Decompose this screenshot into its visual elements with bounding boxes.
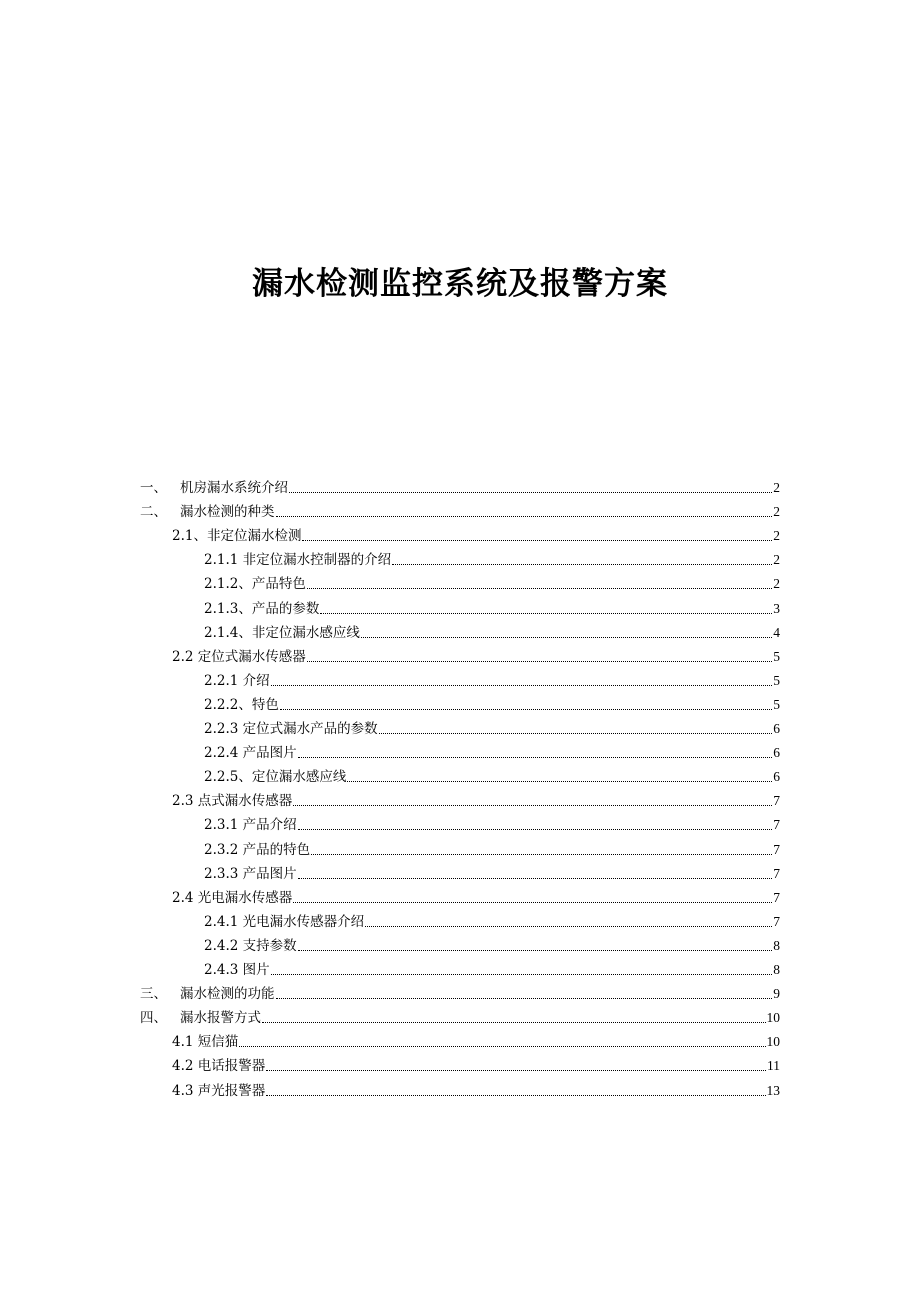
toc-page-number: 2 [773, 504, 780, 520]
toc-dot-leader [280, 708, 772, 710]
toc-dot-leader [307, 660, 772, 662]
toc-entry[interactable] [140, 476, 780, 500]
toc-entry[interactable] [172, 645, 780, 669]
toc-page-number: 7 [773, 913, 780, 929]
toc-page-number: 10 [766, 1034, 780, 1050]
toc-dot-leader [262, 1021, 766, 1023]
toc-entry-label: 漏水检测的种类 [180, 504, 275, 521]
toc-dot-leader [361, 636, 772, 638]
toc-entry-label: 4.3 声光报警器 [172, 1082, 266, 1099]
toc-dot-leader [271, 973, 773, 975]
toc-entry-label: 2.2 定位式漏水传感器 [172, 648, 306, 665]
toc-dot-leader [276, 997, 773, 999]
toc-dot-leader [293, 804, 772, 806]
toc-entry-label: 2.3.2 产品的特色 [204, 841, 311, 858]
toc-entry-label: 2.1、非定位漏水检测 [172, 528, 302, 545]
toc-page-number: 2 [773, 480, 780, 495]
toc-dot-leader [298, 877, 773, 879]
toc-page-number: 6 [773, 721, 780, 736]
toc-entry[interactable] [172, 524, 780, 548]
toc-page-number: 10 [766, 1010, 780, 1026]
toc-entry[interactable] [172, 1079, 780, 1103]
toc-entry[interactable] [204, 669, 780, 693]
toc-entry-label: 2.1.2、产品特色 [204, 576, 306, 593]
toc-entry[interactable] [204, 572, 780, 596]
toc-entry-label: 2.2.1 介绍 [204, 672, 270, 689]
toc-entry[interactable] [204, 597, 780, 621]
toc-entry[interactable] [204, 813, 780, 837]
toc-entry[interactable] [204, 958, 780, 982]
toc-entry-label: 2.1.1 非定位漏水控制器的介绍 [204, 552, 392, 569]
toc-dot-leader [293, 901, 772, 903]
toc-page-number: 5 [773, 696, 780, 712]
toc-entry[interactable] [204, 741, 780, 765]
toc-dot-leader [302, 539, 772, 541]
toc-entry-label: 4.1 短信猫 [172, 1034, 239, 1051]
toc-dot-leader [271, 684, 773, 686]
toc-entry-label: 2.2.5、定位漏水感应线 [204, 769, 347, 786]
toc-page-number: 6 [773, 745, 780, 761]
toc-entry-label: 漏水检测的功能 [180, 986, 275, 1003]
toc-dot-leader [289, 491, 772, 493]
toc-page-number: 5 [773, 672, 780, 688]
toc-entry-number: 一、 [140, 480, 167, 496]
toc-dot-leader [298, 949, 773, 951]
toc-dot-leader [298, 828, 773, 830]
toc-page-number: 7 [773, 865, 780, 881]
toc-entry[interactable] [204, 838, 780, 862]
toc-entry-label: 2.2.2、特色 [204, 696, 279, 713]
toc-entry-label: 2.4.2 支持参数 [204, 937, 297, 954]
toc-entry[interactable] [172, 1054, 780, 1078]
toc-entry[interactable] [140, 1006, 780, 1030]
toc-entry[interactable] [204, 717, 780, 741]
toc-page-number: 2 [773, 576, 780, 592]
toc-page-number: 5 [773, 648, 780, 664]
toc-entry[interactable] [140, 982, 780, 1006]
toc-entry-label: 2.4.3 图片 [204, 962, 270, 978]
toc-entry-label: 2.4 光电漏水传感器 [172, 889, 293, 906]
toc-entry[interactable] [204, 765, 780, 789]
toc-entry-label: 2.3.1 产品介绍 [204, 817, 297, 834]
toc-entry[interactable] [204, 862, 780, 886]
toc-dot-leader [307, 587, 772, 589]
toc-dot-leader [276, 515, 773, 517]
toc-page-number: 7 [773, 889, 780, 905]
toc-dot-leader [266, 1094, 765, 1096]
toc-page-number: 6 [773, 769, 780, 785]
toc-page-number: 11 [767, 1058, 780, 1074]
toc-entry[interactable] [204, 548, 780, 572]
toc-entry-label: 4.2 电话报警器 [172, 1058, 266, 1075]
toc-entry-label: 2.3 点式漏水传感器 [172, 793, 293, 810]
toc-dot-leader [365, 925, 772, 927]
toc-entry[interactable] [172, 1030, 780, 1054]
toc-entry-number: 四、 [140, 1010, 167, 1027]
toc-entry[interactable] [204, 934, 780, 958]
toc-dot-leader [298, 756, 773, 758]
toc-page-number: 7 [773, 793, 780, 809]
toc-page-number: 8 [773, 937, 780, 953]
toc-dot-leader [311, 853, 772, 855]
toc-entry-label: 2.3.3 产品图片 [204, 865, 297, 882]
toc-entry[interactable] [204, 910, 780, 934]
toc-dot-leader [320, 612, 772, 614]
toc-entry-label: 机房漏水系统介绍 [180, 480, 288, 496]
toc-page-number: 2 [773, 528, 780, 544]
toc-page-number: 2 [773, 552, 780, 568]
toc-page-number: 13 [766, 1082, 780, 1098]
toc-entry[interactable] [172, 789, 780, 813]
toc-dot-leader [392, 563, 772, 565]
toc-entry[interactable] [172, 886, 780, 910]
toc-page-number: 7 [773, 841, 780, 857]
document-title: 漏水检测监控系统及报警方案 [252, 266, 668, 302]
toc-entry-label: 2.2.4 产品图片 [204, 745, 297, 762]
toc-entry[interactable] [204, 621, 780, 645]
toc-entry-label: 漏水报警方式 [180, 1010, 261, 1027]
toc-entry[interactable] [140, 500, 780, 524]
toc-page-number: 8 [773, 962, 780, 977]
toc-entry-label: 2.1.4、非定位漏水感应线 [204, 624, 360, 641]
toc-dot-leader [379, 732, 773, 734]
toc-dot-leader [347, 780, 772, 782]
toc-page-number: 4 [773, 624, 780, 640]
toc-entry-label: 2.1.3、产品的参数 [204, 600, 320, 617]
toc-entry-number: 二、 [140, 504, 167, 521]
toc-dot-leader [266, 1069, 766, 1071]
toc-entry-label: 2.2.3 定位式漏水产品的参数 [204, 721, 378, 737]
toc-entry-label: 2.4.1 光电漏水传感器介绍 [204, 913, 365, 930]
toc-entry[interactable] [204, 693, 780, 717]
toc-page-number: 7 [773, 817, 780, 833]
toc-entry-number: 三、 [140, 986, 167, 1003]
toc-dot-leader [239, 1045, 765, 1047]
toc-page-number: 3 [773, 600, 780, 616]
toc-page-number: 9 [773, 986, 780, 1002]
